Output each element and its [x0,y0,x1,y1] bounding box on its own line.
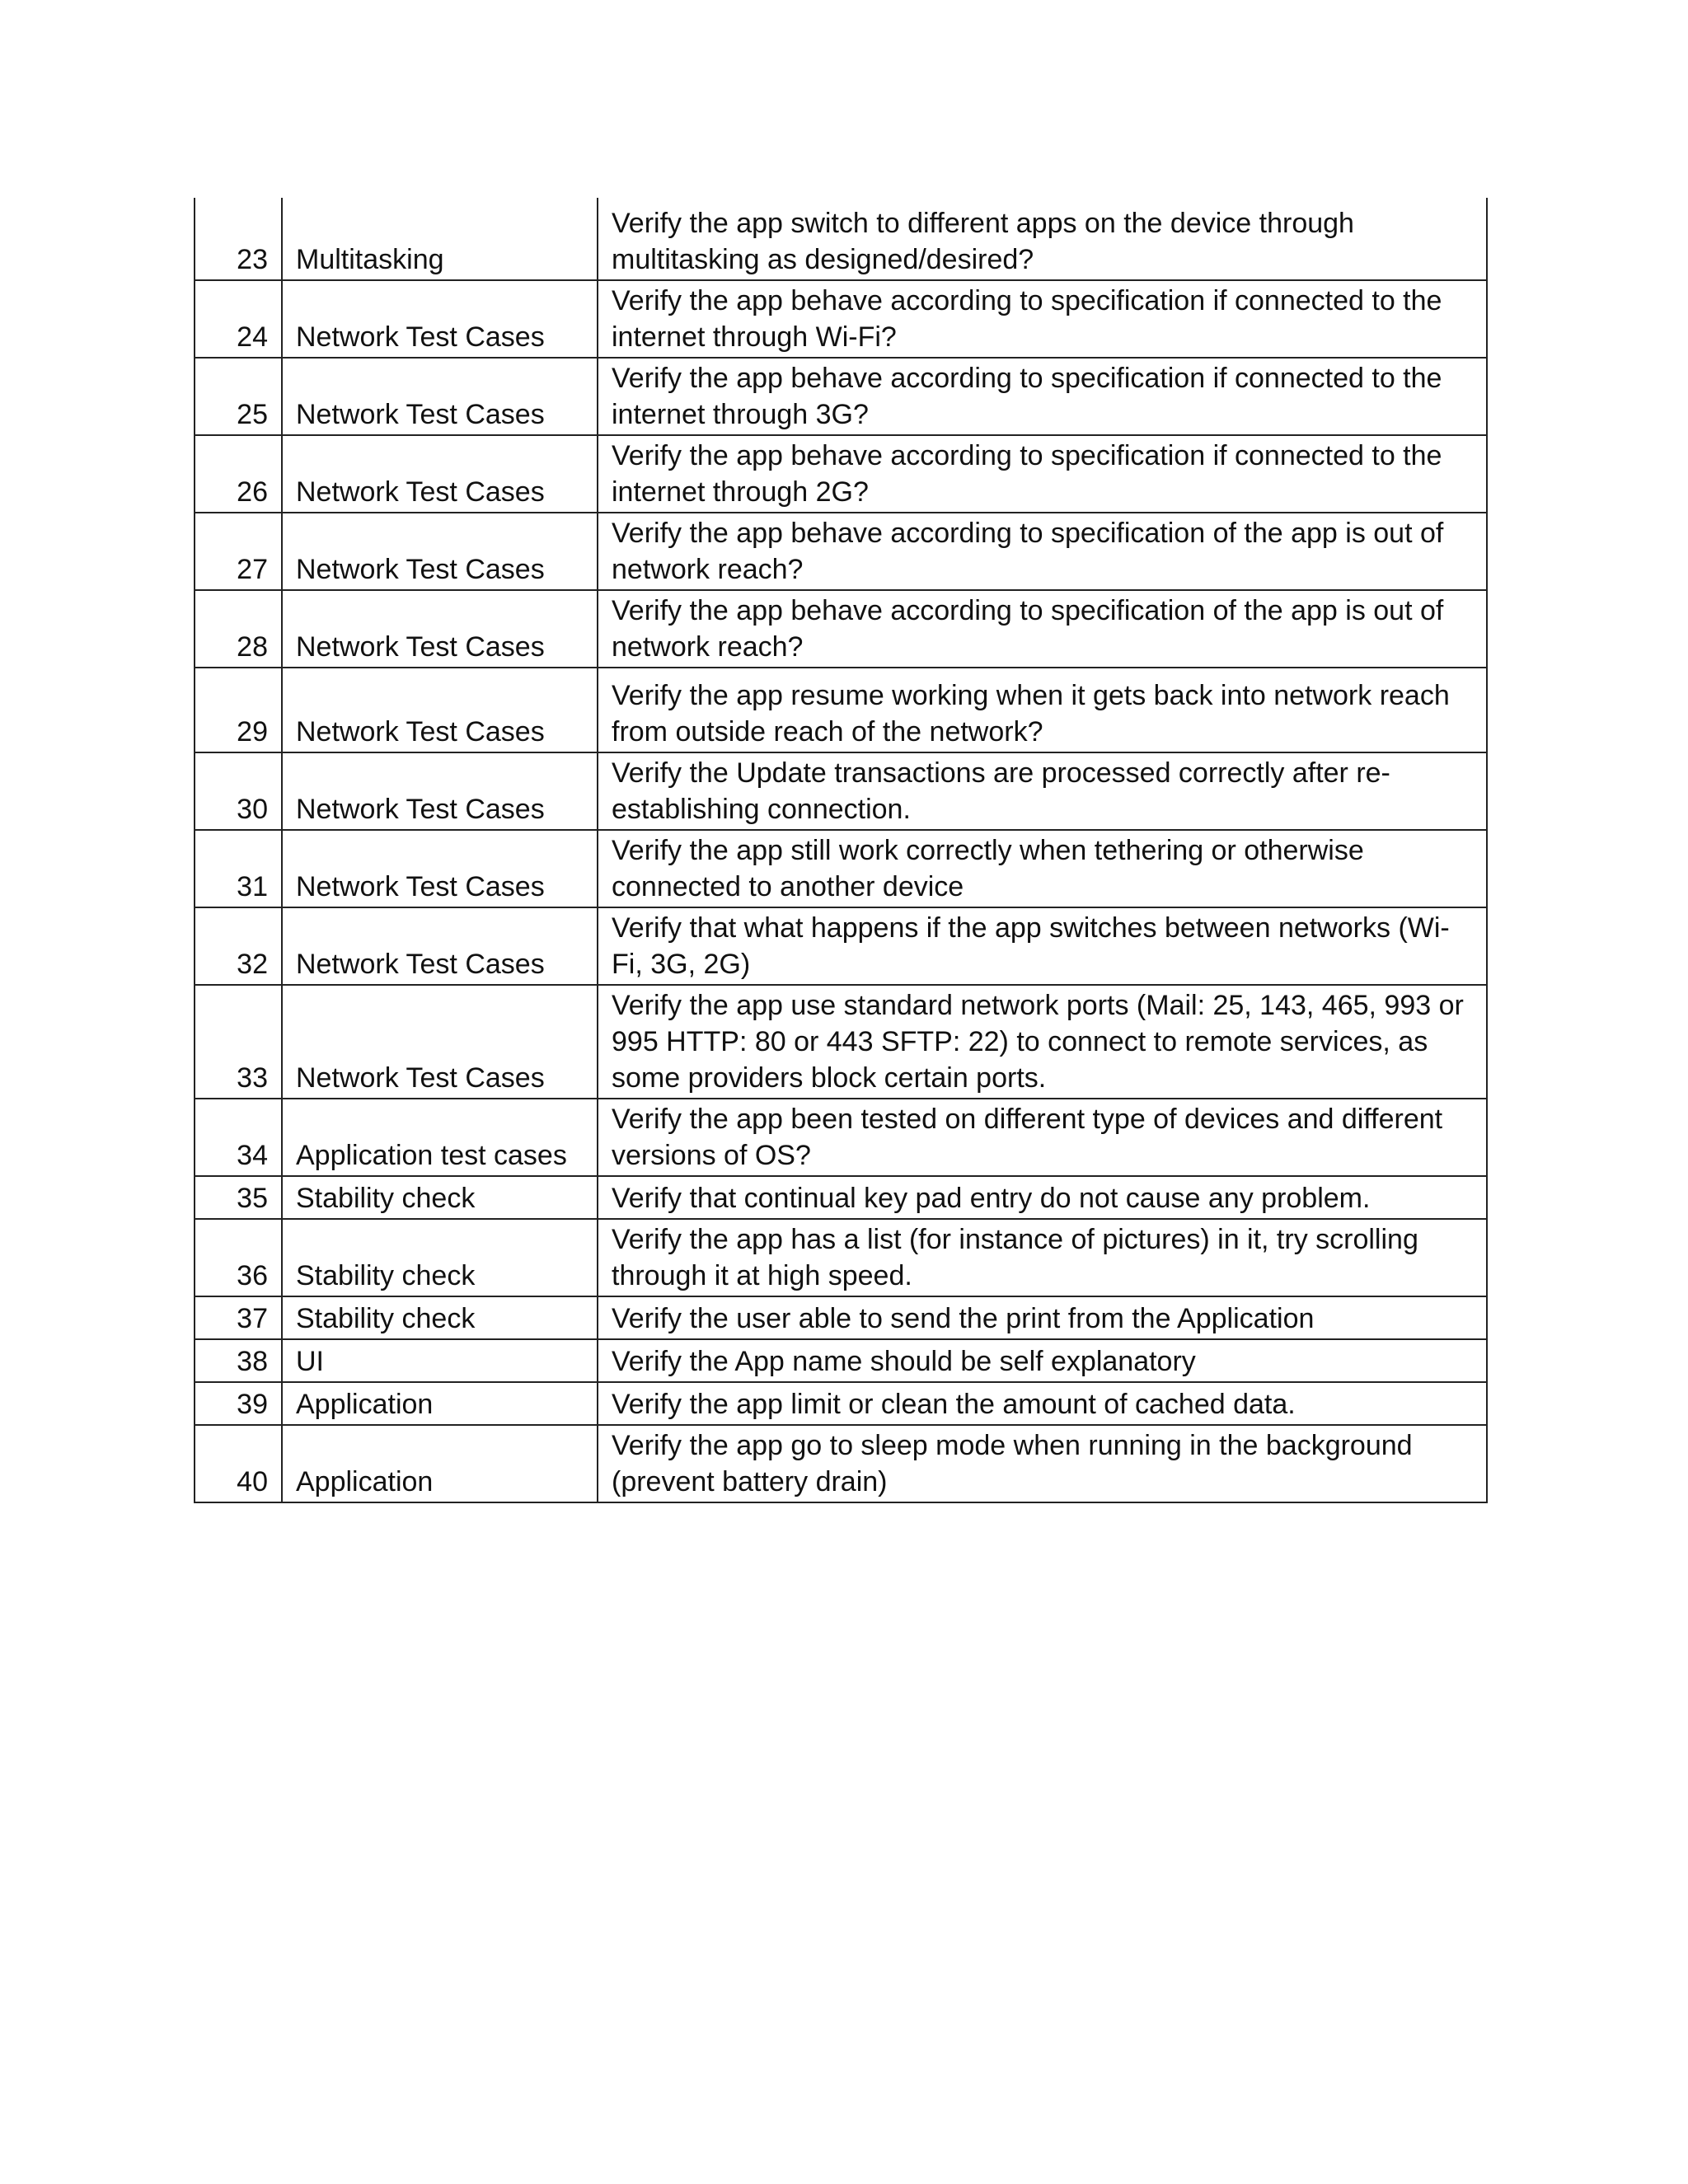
test-description: Verify the app behave according to specification if connected to the internet through 2G? [598,435,1487,513]
test-description: Verify the app behave according to specification if connected to the internet through 3G? [598,358,1487,435]
row-number: 27 [195,513,282,590]
test-category: UI [282,1339,598,1382]
table-row [195,1382,1487,1425]
test-description: Verify the app resume working when it gets back into network reach from outside reach of the network? [598,668,1487,752]
test-description: Verify the user able to send the print from the Application [598,1296,1487,1339]
row-number: 38 [195,1339,282,1382]
test-category: Network Test Cases [282,435,598,513]
table-row [195,1339,1487,1382]
test-category: Network Test Cases [282,590,598,668]
table-row [195,513,1487,590]
test-description: Verify the Update transactions are processed correctly after re-establishing connection. [598,752,1487,830]
test-description: Verify the app go to sleep mode when running in the background (prevent battery drain) [598,1425,1487,1502]
table-row [195,985,1487,1099]
row-number: 25 [195,358,282,435]
test-description: Verify the app behave according to specification of the app is out of network reach? [598,590,1487,668]
row-number: 32 [195,907,282,985]
test-category: Stability check [282,1176,598,1219]
test-cases-table [194,198,1488,1503]
test-description: Verify the app use standard network ports (Mail: 25, 143, 465, 993 or 995 HTTP: 80 or 443 SFTP: 22) to connect to remote services, as some providers block certain ports. [598,985,1487,1099]
test-category: Network Test Cases [282,358,598,435]
test-category: Network Test Cases [282,513,598,590]
test-description: Verify the App name should be self explanatory [598,1339,1487,1382]
test-category: Network Test Cases [282,830,598,907]
test-description: Verify that what happens if the app switches between networks (Wi-Fi, 3G, 2G) [598,907,1487,985]
row-number: 39 [195,1382,282,1425]
table-row [195,358,1487,435]
test-description: Verify the app behave according to specification if connected to the internet through Wi-Fi? [598,280,1487,358]
test-description: Verify the app been tested on different type of devices and different versions of OS? [598,1099,1487,1176]
row-number: 35 [195,1176,282,1219]
table-row [195,668,1487,752]
test-description: Verify the app switch to different apps on the device through multitasking as designed/desired? [598,198,1487,280]
test-category: Stability check [282,1219,598,1296]
test-category: Network Test Cases [282,752,598,830]
row-number: 28 [195,590,282,668]
table-row [195,1425,1487,1502]
row-number: 30 [195,752,282,830]
table-row [195,1296,1487,1339]
table-row [195,280,1487,358]
table-row [195,1099,1487,1176]
row-number: 26 [195,435,282,513]
row-number: 31 [195,830,282,907]
row-number: 40 [195,1425,282,1502]
test-category: Network Test Cases [282,280,598,358]
table-row [195,435,1487,513]
table-row [195,907,1487,985]
test-category: Network Test Cases [282,985,598,1099]
table-row [195,830,1487,907]
test-category: Network Test Cases [282,668,598,752]
test-description: Verify that continual key pad entry do not cause any problem. [598,1176,1487,1219]
row-number: 37 [195,1296,282,1339]
test-category: Application test cases [282,1099,598,1176]
table-row [195,590,1487,668]
test-description: Verify the app limit or clean the amount of cached data. [598,1382,1487,1425]
test-category: Application [282,1425,598,1502]
table-row [195,198,1487,280]
row-number: 34 [195,1099,282,1176]
table-row [195,752,1487,830]
test-category: Application [282,1382,598,1425]
table-row [195,1219,1487,1296]
row-number: 29 [195,668,282,752]
test-category: Stability check [282,1296,598,1339]
test-category: Network Test Cases [282,907,598,985]
row-number: 24 [195,280,282,358]
test-description: Verify the app behave according to specification of the app is out of network reach? [598,513,1487,590]
test-description: Verify the app still work correctly when tethering or otherwise connected to another device [598,830,1487,907]
test-category: Multitasking [282,198,598,280]
test-description: Verify the app has a list (for instance of pictures) in it, try scrolling through it at high speed. [598,1219,1487,1296]
table-row [195,1176,1487,1219]
row-number: 23 [195,198,282,280]
row-number: 36 [195,1219,282,1296]
row-number: 33 [195,985,282,1099]
